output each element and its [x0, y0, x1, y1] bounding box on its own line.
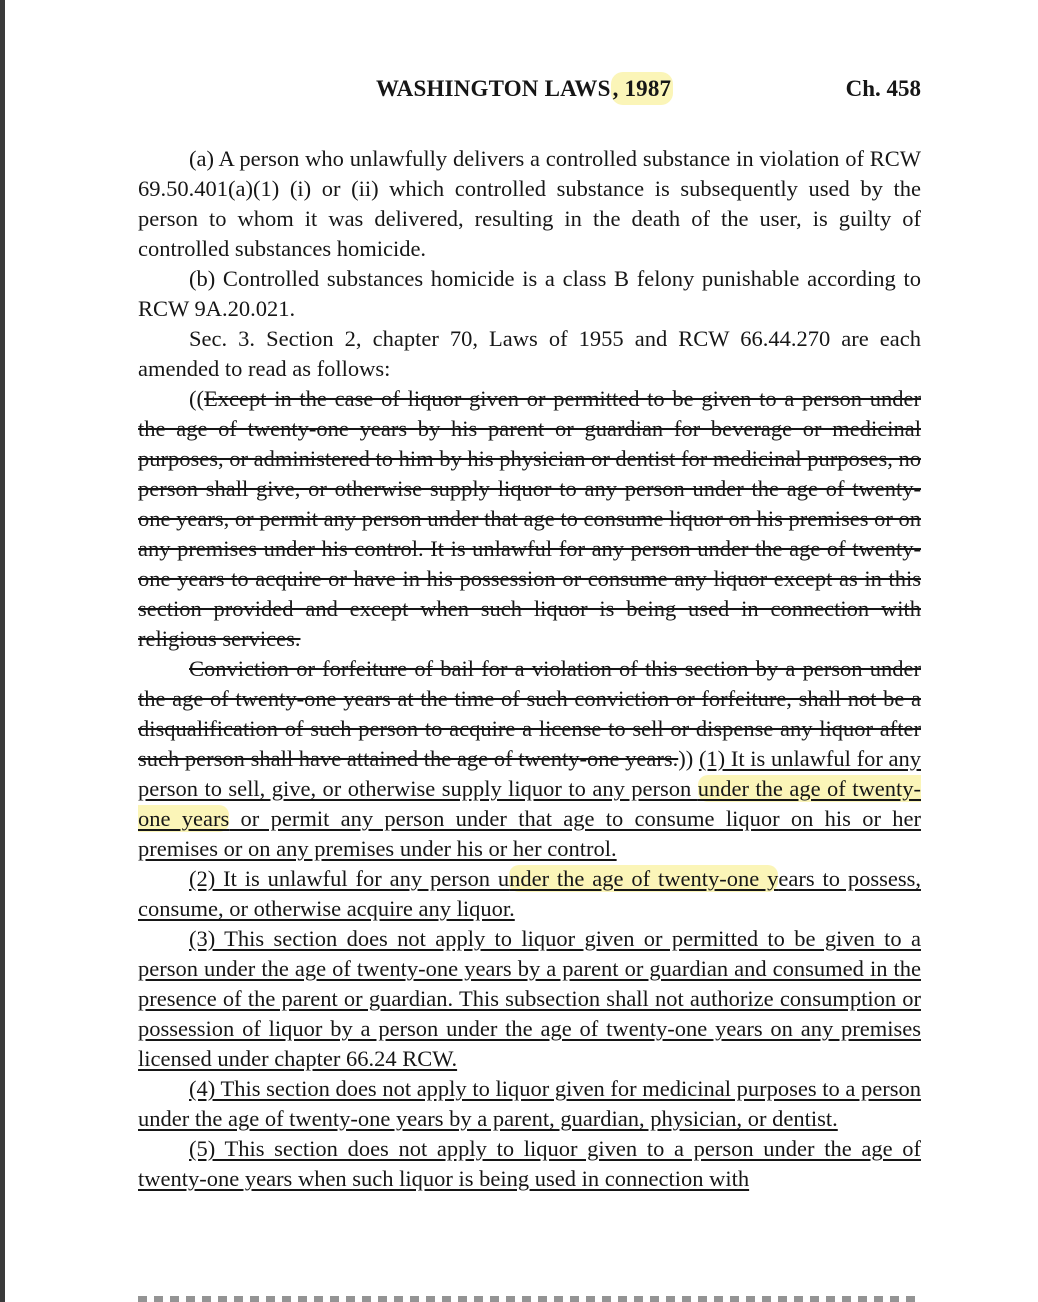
- struck-text-2: Conviction or forfeiture of bail for a violation of this section by a person under the age of twenty-one years at the time of such conviction or forfeiture, shall not be a disqualification of such person to acquire a license to sell or dispense any liquor after such person shall have attained the age of twenty-one years.: [138, 656, 921, 771]
- subsection-5-text: (5) This section does not apply to liquor given to a person under the age of twenty-one years when such liquor is being used in connection with: [138, 1136, 921, 1191]
- subsection-5: [138, 1134, 921, 1194]
- viewer-left-edge: [0, 0, 5, 1302]
- close-parens: )): [678, 746, 694, 771]
- deleted-paragraph-2: [138, 654, 921, 864]
- cut-off-text-fragment: [138, 1296, 921, 1302]
- section-3-intro: Sec. 3. Section 2, chapter 70, Laws of 1955 and RCW 66.44.270 are each amended to read as follows:: [138, 326, 921, 381]
- page-header: [138, 74, 921, 108]
- subsection-1-start: (1) It is unlawful for any person to sell, give, or otherwise supply liquor to any person: [138, 746, 921, 801]
- highlighted-year: , 1987: [611, 72, 674, 105]
- cut-off-next-line: [138, 1296, 921, 1302]
- subsection-1-end: or permit any person under that age to consume liquor on his or her premises or on any premises under his or her control.: [138, 806, 921, 861]
- subsection-2-end: ears to possess, consume, or otherwise acquire any liquor.: [138, 866, 921, 921]
- paragraph-b: (b) Controlled substances homicide is a class B felony punishable according to RCW 9A.20.021.: [138, 266, 921, 321]
- highlight-age-1: under the age of twenty-one years: [138, 776, 921, 831]
- open-parens: ((: [189, 386, 204, 411]
- subsection-3-text: (3) This section does not apply to liquor given or permitted to be given to a person under the age of twenty-one years by a parent or guardian and consumed in the presence of the parent or guardian. This subsection shall not authorize consumption or possession of liquor by a person under the age of twenty-one years on any premises licensed under chapter 66.24 RCW.: [138, 926, 921, 1071]
- subsection-2: [138, 864, 921, 924]
- chapter-number: Ch. 458: [845, 76, 921, 101]
- running-title-text: WASHINGTON LAWS: [376, 76, 611, 101]
- page-body: [138, 144, 921, 1194]
- running-title: [376, 74, 673, 104]
- highlight-age-2: nder the age of twenty-one y: [509, 866, 779, 891]
- subsection-2-start: (2) It is unlawful for any person u: [189, 866, 510, 891]
- paragraph-a: (a) A person who unlawfully delivers a controlled substance in violation of RCW 69.50.401(a)(1) (i) or (ii) which controlled substance is subsequently used by the person to whom it was delivered, resulting in the death of the user, is guilty of controlled substances homicide.: [138, 146, 921, 261]
- deleted-paragraph-1: [138, 384, 921, 654]
- subsection-4: [138, 1074, 921, 1134]
- struck-text-1: Except in the case of liquor given or permitted to be given to a person under the age of twenty-one years by his parent or guardian for beverage or medicinal purposes, or administered to him by his physician or dentist for medicinal purposes, no person shall give, or otherwise supply liquor to any person under the age of twenty-one years, or permit any person under that age to consume liquor on his premises or on any premises under his control. It is unlawful for any person under the age of twenty-one years to acquire or have in his possession or consume any liquor except as in this section provided and except when such liquor is being used in connection with religious services.: [138, 386, 921, 651]
- subsection-3: [138, 924, 921, 1074]
- subsection-4-text: (4) This section does not apply to liquor given for medicinal purposes to a person under the age of twenty-one years by a parent, guardian, physician, or dentist.: [138, 1076, 921, 1131]
